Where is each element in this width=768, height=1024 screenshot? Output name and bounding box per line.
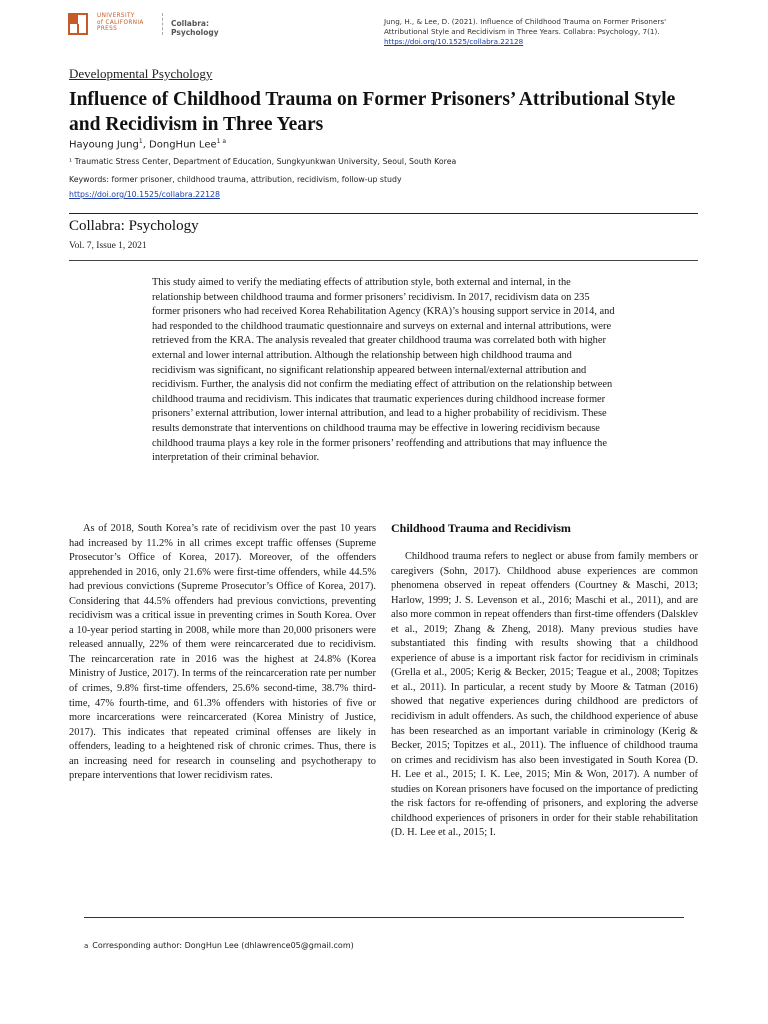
- section-heading: Childhood Trauma and Recidivism: [391, 521, 571, 535]
- volume-info: Vol. 7, Issue 1, 2021: [69, 241, 147, 251]
- affiliation: ¹ Traumatic Stress Center, Department of Education, Sungkyunkwan University, Seoul, South Korea: [69, 157, 457, 166]
- doi-link[interactable]: https://doi.org/10.1525/collabra.22128: [69, 190, 220, 199]
- divider: [69, 213, 698, 214]
- section-link[interactable]: Developmental Psychology: [69, 66, 213, 81]
- journal-short-name: Collabra: Psychology: [171, 19, 219, 37]
- abstract: This study aimed to verify the mediating effects of attribution style, both external and internal, in the relationship between childhood trauma and former prisoners’ recidivism. In 2017, recidivism data on 235 former prisoners who had received Korea Rehabilitation Agency (KRA)’s housing support service in 2014, and had responded to the childhood traumatic questionnaire and surveys on external and internal attributions, were retrieved from the KRA. The analysis revealed that greater childhood trauma was correlated both with higher external and lower internal attribution. Although the relationship between high childhood trauma and recidivism was significant, no significant relationship appeared between internal/external attribution and recidivism. Further, the analysis did not confirm the mediating effect of attribution on the relationship between childhood trauma and recidivism. This indicates that traumatic experiences during childhood increase former prisoners’ external attribution, lower internal attribution, and lead to a higher probability of recidivism. These results demonstrate that interventions on childhood trauma may be effective in lowering recidivism because childhood trauma plays a key role in the former prisoners’ reoffending and attributions that may influence the interpretation of their criminal behavior.: [152, 277, 615, 464]
- author-name[interactable]: Hayoung Jung: [69, 139, 139, 151]
- author-list: Hayoung Jung$^1$, DongHun Lee$^{1 a}$: [69, 138, 227, 151]
- keywords: Keywords: former prisoner, childhood trauma, attribution, recidivism, follow-up study: [69, 175, 402, 184]
- uc-press-logo-icon: [68, 13, 88, 35]
- article-title: Influence of Childhood Trauma on Former Prisoners’ Attributional Style and Recidivism in Three Years: [69, 89, 676, 135]
- footnote: [84, 941, 354, 950]
- footnote-divider: [84, 917, 684, 918]
- author-affiliation-mark: 1: [138, 138, 143, 145]
- body-paragraph-left: As of 2018, South Korea’s rate of recidivism over the past 10 years had increased by 11.2% in all crimes except traffic offenses (Supreme Prosecutor’s Office of Korea, 2017). Moreover, of the offenders apprehended in 2016, only 21.6% were first-time offenders, while 44.5% had previous convictions (Supreme Prosecutor’s Office of Korea, 2017). Considering that 44.5% offenders had previous convictions, preventing recidivism was a critical issue in preventing crimes in South Korea. Over a 10-year period starting in 2008, while more than 20,000 prisoners were released annually, 22% of them were reincarcerated due to recidivism. The reincarceration rate in 2016 was the highest at 24.8% (Korea Ministry of Justice, 2017). In terms of the reincarceration rate per number of crimes, 9.8% first-time offenders, 25.6% second-time, 38.7% third-time, 47% fourth-time, and 61.3% offenders with histories of five or more incarcerations were reincarcerated (Korea Ministry of Justice, 2017). This indicates that repeated criminal offenses are likely in offenders, leading to a heightened risk of chronic crimes. Thus, there is an increasing need for research in counseling and psychotherapy to prepare interventions that lower recidivism rates.: [69, 523, 376, 782]
- publisher-logo-text: UNIVERSITY of CALIFORNIA PRESS: [97, 13, 144, 33]
- publisher-logo: [68, 13, 258, 39]
- body-paragraph-right: Childhood trauma refers to neglect or abuse from family members or caregivers (Sohn, 2017). Childhood abuse experiences are common phenomena observed in repeat offenders (Courtney & Maschi, 2013; Harlow, 1999; J. S. Levenson et al., 2016; Maschi et al., 2011), and are also more common in repeat offenders than first-time offenders (Dalsklev et al., 2019; Zhang & Zheng, 2018). Many previous studies have substantiated this finding with results showing that a childhood experience of abuse is a important risk factor for recidivism in criminals (Grella et al., 2005; Kerig & Becker, 2015; Teague et al., 2008; Topitzes et al., 2011). In particular, a recent study by Moore & Tatman (2016) showed that negative experiences during childhood are predictors of recidivism in adult offenders. As such, the childhood experience of abuse has been researched as an important variable in criminology (Kerig & Becker, 2015; Topitzes et al., 2011). The influence of childhood trauma on crimes and recidivism has also been investigated in South Korea (D. H. Lee et al., 2015; I. K. Lee, 2015; Min & Won, 2017). A number of studies on Korean prisoners have focused on the importance of predicting the risk factors for re-offending of prisoners, and exploring the adverse childhood experiences of prisoners in order for their stable rehabilitation (D. H. Lee et al., 2015; I.: [391, 551, 698, 839]
- journal-name: Collabra: Psychology: [69, 218, 199, 234]
- author-affiliation-mark: 1 a: [216, 138, 227, 145]
- citation-block: [384, 17, 704, 47]
- divider: [69, 260, 698, 261]
- footnote-mark: a: [84, 942, 89, 950]
- citation-line: Jung, H., & Lee, D. (2021). Influence of Childhood Trauma on Former Prisoners': [384, 17, 667, 26]
- citation-doi-link[interactable]: https://doi.org/10.1525/collabra.22128: [384, 37, 524, 46]
- logo-divider: [162, 13, 164, 35]
- footnote-text: Corresponding author: DongHun Lee (dhlawrence05@gmail.com): [92, 941, 354, 950]
- author-name[interactable]: DongHun Lee: [149, 139, 217, 151]
- citation-line: Attributional Style and Recidivism in Three Years. Collabra: Psychology, 7(1).: [384, 27, 660, 36]
